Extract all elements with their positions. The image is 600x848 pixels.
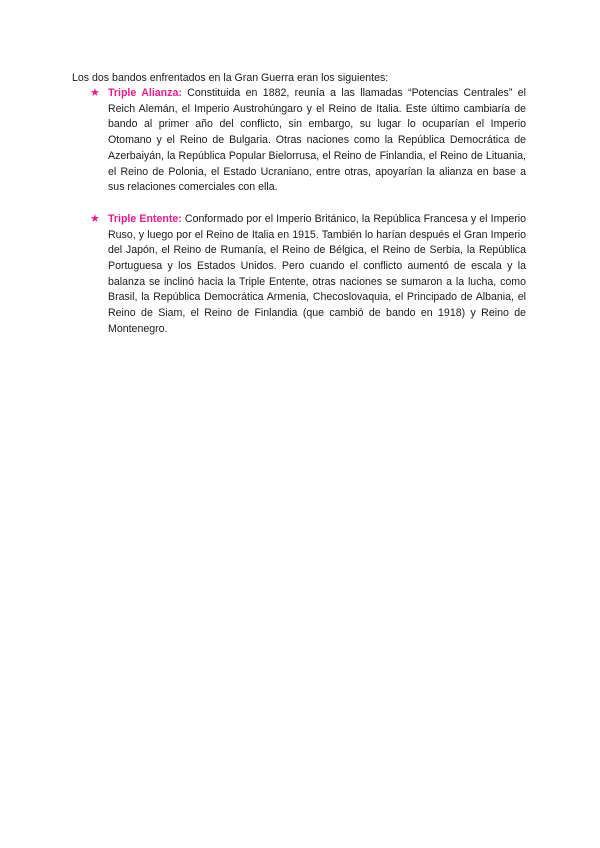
list-item-triple-alianza bbox=[90, 86, 526, 196]
list-item-triple-entente bbox=[90, 212, 526, 338]
term-triple-entente: Triple Entente: bbox=[108, 212, 182, 225]
term-triple-alianza: Triple Alianza: bbox=[108, 87, 182, 99]
star-bullet-icon: ★ bbox=[90, 87, 100, 99]
description-triple-alianza: Constituida en 1882, reunía a las llamadas “Potencias Centrales” el Reich Alemán, el Imperio Austrohúngaro y el Reino de Italia. Este último cambiaría de bando al primer año del conflicto, sin embargo, su lugar lo ocuparían el Imperio Otomano y el Reino de Bulgaria. Otras naciones como la República Democrática de Azerbaiyán, la República Popular Bielorrusa, el Reino de Finlandia, el Reino de Lituania, el Reino de Polonia, el Estado Ucraniano, entre otras, apoyarían la alianza en base a sus relaciones comerciales con ella. bbox=[108, 87, 526, 194]
description-triple-entente: Conformado por el Imperio Británico, la República Francesa y el Imperio Ruso, y luego por el Reino de Italia en 1915. También lo harían después el Gran Imperio del Japón, el Reino de Rumanía, el Reino de Bélgica, el Reino de Serbia, la República Portuguesa y los Estados Unidos. Pero cuando el conflicto aumentó de escala y la balanza se inclinó hacia la Triple Entente, otras naciones se sumaron a la lucha, como Brasil, la República Democrática Armenia, Checoslovaquia, el Principado de Albania, el Reino de Siam, el Reino de Finlandia (que cambió de bando en 1918) y Reino de Montenegro. bbox=[108, 212, 526, 335]
intro-paragraph: Los dos bandos enfrentados en la Gran Guerra eran los siguientes: bbox=[72, 72, 389, 84]
star-bullet-icon: ★ bbox=[90, 212, 100, 225]
alliances-list bbox=[90, 86, 526, 354]
